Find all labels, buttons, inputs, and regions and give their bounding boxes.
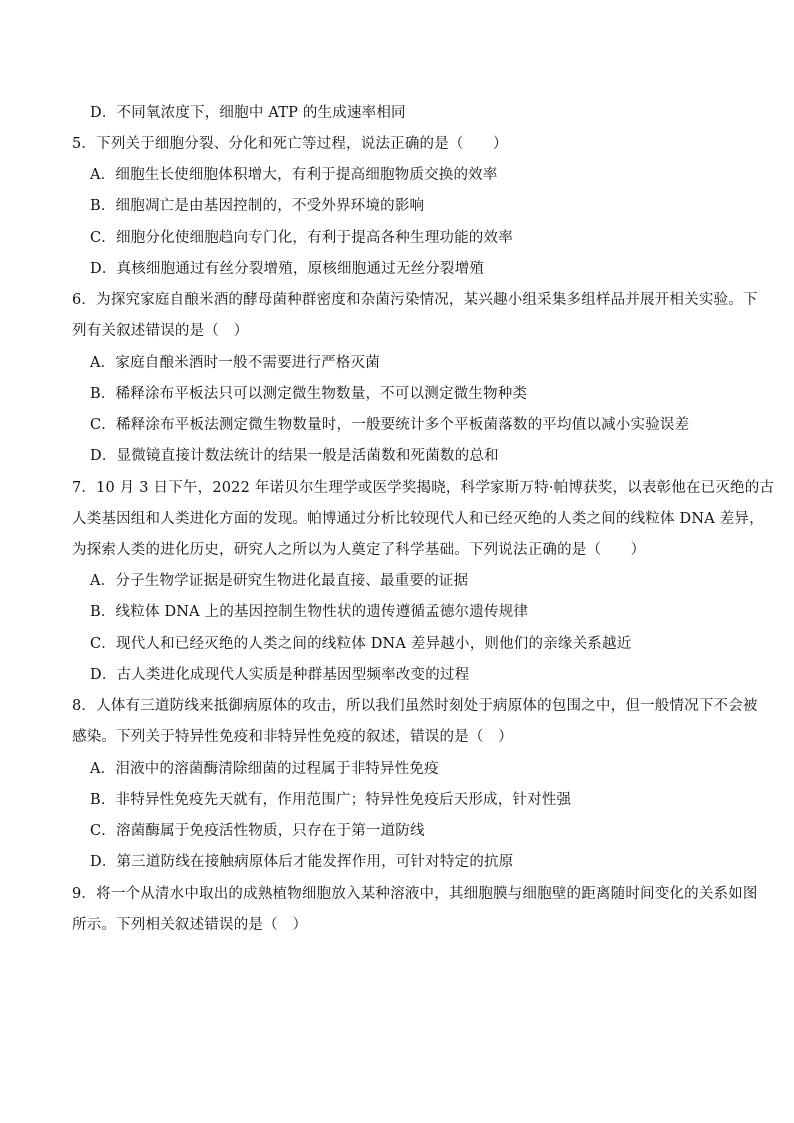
q8-option-a: A．泪液中的溶菌酶清除细菌的过程属于非特异性免疫 — [90, 761, 439, 777]
q7-stem-line3: 为探索人类的进化历史，研究人之所以为人奠定了科学基础。下列说法正确的是（ ） — [72, 542, 646, 558]
q5-option-b: B．细胞凋亡是由基因控制的，不受外界环境的影响 — [90, 198, 425, 214]
q7-stem-line1: 7．10 月 3 日下午，2022 年诺贝尔生理学或医学奖揭晓，科学家斯万特·帕博获奖，以表彰他在已灭绝的古 — [72, 480, 775, 496]
q6-option-b: B．稀释涂布平板法只可以测定微生物数量，不可以测定微生物种类 — [90, 386, 528, 402]
q6-stem-line1: 6．为探究家庭自酿米酒的酵母菌种群密度和杂菌污染情况，某兴趣小组采集多组样品并展开相关实验。下 — [72, 292, 758, 308]
q5-stem: 5．下列关于细胞分裂、分化和死亡等过程，说法正确的是（ ） — [72, 136, 508, 152]
q4-option-d: D．不同氧浓度下，细胞中 ATP 的生成速率相同 — [90, 105, 406, 121]
q9-stem-line2: 所示。下列相关叙述错误的是（ ） — [72, 917, 308, 933]
q6-stem-line2: 列有关叙述错误的是（ ） — [72, 323, 249, 339]
q8-stem-line1: 8．人体有三道防线来抵御病原体的攻击，所以我们虽然时刻处于病原体的包围之中，但一般情况下不会被 — [72, 698, 758, 714]
q5-option-c: C．细胞分化使细胞趋向专门化，有利于提高各种生理功能的效率 — [90, 230, 513, 246]
q8-option-c: C．溶菌酶属于免疫活性物质，只存在于第一道防线 — [90, 823, 425, 839]
q7-option-d: D．古人类进化成现代人实质是种群基因型频率改变的过程 — [90, 667, 470, 683]
q5-option-a: A．细胞生长使细胞体积增大，有利于提高细胞物质交换的效率 — [90, 167, 498, 183]
q8-option-d: D．第三道防线在接触病原体后才能发挥作用，可针对特定的抗原 — [90, 854, 514, 870]
q7-stem-line2: 人类基因组和人类进化方面的发现。帕博通过分析比较现代人和已经灭绝的人类之间的线粒体 DNA 差异， — [72, 511, 764, 527]
q8-option-b: B．非特异性免疫先天就有，作用范围广；特异性免疫后天形成，针对性强 — [90, 792, 572, 808]
q9-stem-line1: 9．将一个从清水中取出的成熟植物细胞放入某种溶液中，其细胞膜与细胞壁的距离随时间变化的关系如图 — [72, 886, 758, 902]
q7-option-b: B．线粒体 DNA 上的基因控制生物性状的遗传遵循孟德尔遗传规律 — [90, 604, 529, 620]
q5-option-d: D．真核细胞通过有丝分裂增殖，原核细胞通过无丝分裂增殖 — [90, 261, 485, 277]
q7-option-a: A．分子生物学证据是研究生物进化最直接、最重要的证据 — [90, 573, 469, 589]
q6-option-d: D．显微镜直接计数法统计的结果一般是活菌数和死菌数的总和 — [90, 448, 499, 464]
q7-option-c: C．现代人和已经灭绝的人类之间的线粒体 DNA 差异越小，则他们的亲缘关系越近 — [90, 636, 632, 652]
q8-stem-line2: 感染。下列关于特异性免疫和非特异性免疫的叙述，错误的是（ ） — [72, 729, 513, 745]
q6-option-a: A．家庭自酿米酒时一般不需要进行严格灭菌 — [90, 355, 380, 371]
q6-option-c: C．稀释涂布平板法测定微生物数量时，一般要统计多个平板菌落数的平均值以减小实验误差 — [90, 417, 690, 433]
